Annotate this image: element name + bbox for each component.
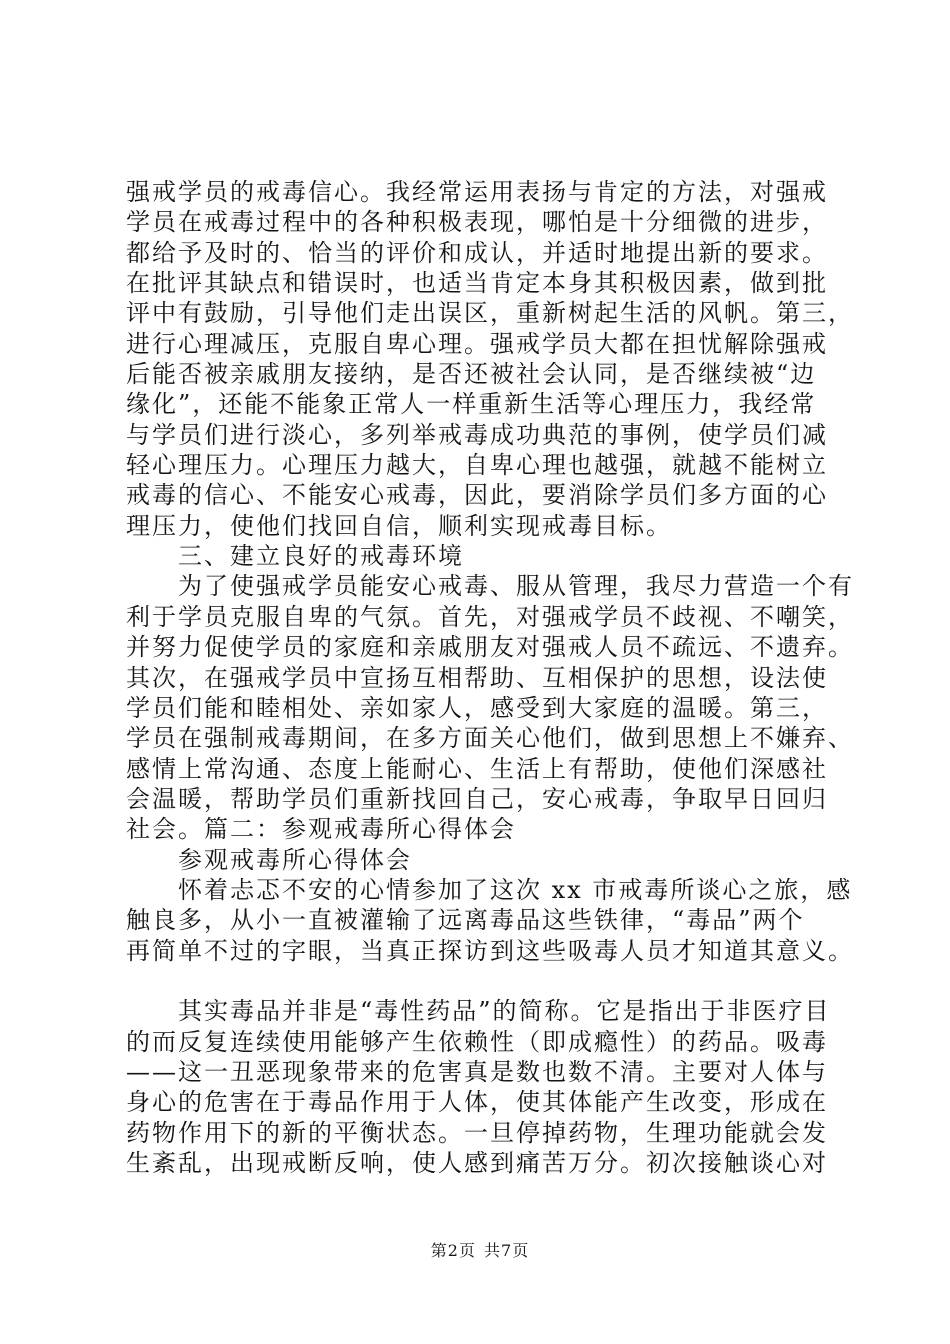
text-line: 利于学员克服自卑的气氛。首先，对强戒学员不歧视、不嘲笑， <box>126 602 854 631</box>
document-body <box>126 177 866 1178</box>
text-line: 触良多，从小一直被灌输了远离毒品这些铁律，“毒品”两个 <box>126 906 805 935</box>
text-line: 缘化”，还能不能象正常人一样重新生活等心理压力，我经常 <box>126 390 817 419</box>
text-line: 为了使强戒学员能安心戒毒、服从管理，我尽力营造一个有 <box>178 572 854 601</box>
text-line: 进行心理减压，克服自卑心理。强戒学员大都在担忧解除强戒 <box>126 329 828 358</box>
total-suffix: 页 <box>512 1241 530 1260</box>
text-line: 的而反复连续使用能够产生依赖性（即成瘾性）的药品。吸毒 <box>126 1027 828 1056</box>
text-line: 其实毒品并非是“毒性药品”的简称。它是指出于非医疗目 <box>178 997 831 1026</box>
section-heading: 三、建立良好的戒毒环境 <box>178 542 464 571</box>
text-line: 其次，在强戒学员中宣扬互相帮助、互相保护的思想，设法使 <box>126 663 828 692</box>
blank-line <box>126 966 866 996</box>
article-title: 参观戒毒所心得体会 <box>178 845 412 874</box>
text-line: 评中有鼓励，引导他们走出误区，重新树起生活的风帆。第三， <box>126 299 854 328</box>
page-number-footer <box>0 1240 950 1262</box>
text-line: 戒毒的信心、不能安心戒毒，因此，要消除学员们多方面的心 <box>126 481 828 510</box>
text-line: 身心的危害在于毒品作用于人体，使其体能产生改变，形成在 <box>126 1088 828 1117</box>
text-line: 在批评其缺点和错误时，也适当肯定本身其积极因素，做到批 <box>126 269 828 298</box>
text-line: 学员在强制戒毒期间，在多方面关心他们，做到思想上不嫌弃、 <box>126 724 854 753</box>
text-line: 学员们能和睦相处、亲如家人，感受到大家庭的温暖。第三， <box>126 693 828 722</box>
text-line: 后能否被亲戚朋友接纳，是否还被社会认同，是否继续被“边 <box>126 360 817 389</box>
text-line: 理压力，使他们找回自信，顺利实现戒毒目标。 <box>126 511 672 540</box>
text-line: 药物作用下的新的平衡状态。一旦停掉药物，生理功能就会发 <box>126 1118 828 1147</box>
text-line: ——这一丑恶现象带来的危害真是数也数不清。主要对人体与 <box>126 1057 828 1086</box>
text-line: 怀着忐忑不安的心情参加了这次 xx 市戒毒所谈心之旅，感 <box>178 875 853 904</box>
text-line: 轻心理压力。心理压力越大，自卑心理也越强，就越不能树立 <box>126 451 828 480</box>
text-line: 社会。篇二：参观戒毒所心得体会 <box>126 815 516 844</box>
text-line: 并努力促使学员的家庭和亲戚朋友对强戒人员不疏远、不遗弃。 <box>126 633 854 662</box>
text-line: 再简单不过的字眼，当真正探访到这些吸毒人员才知道其意义。 <box>126 936 854 965</box>
page-suffix: 页 <box>458 1241 476 1260</box>
total-pages-number: 7 <box>501 1241 513 1260</box>
text-line: 学员在戒毒过程中的各种积极表现，哪怕是十分细微的进步， <box>126 208 828 237</box>
text-line: 与学员们进行淡心，多列举戒毒成功典范的事例，使学员们减 <box>126 420 828 449</box>
total-prefix: 共 <box>484 1241 502 1260</box>
text-line: 生紊乱，出现戒断反响，使人感到痛苦万分。初次接触谈心对 <box>126 1149 828 1177</box>
page-prefix: 第 <box>430 1241 448 1260</box>
text-line: 会温暖，帮助学员们重新找回自己，安心戒毒，争取早日回归 <box>126 784 828 813</box>
text-line: 感情上常沟通、态度上能耐心、生活上有帮助，使他们深感社 <box>126 754 828 783</box>
text-line: 强戒学员的戒毒信心。我经常运用表扬与肯定的方法，对强戒 <box>126 178 828 206</box>
text-line: 都给予及时的、恰当的评价和成认，并适时地提出新的要求。 <box>126 238 828 267</box>
current-page-number: 2 <box>447 1241 459 1260</box>
